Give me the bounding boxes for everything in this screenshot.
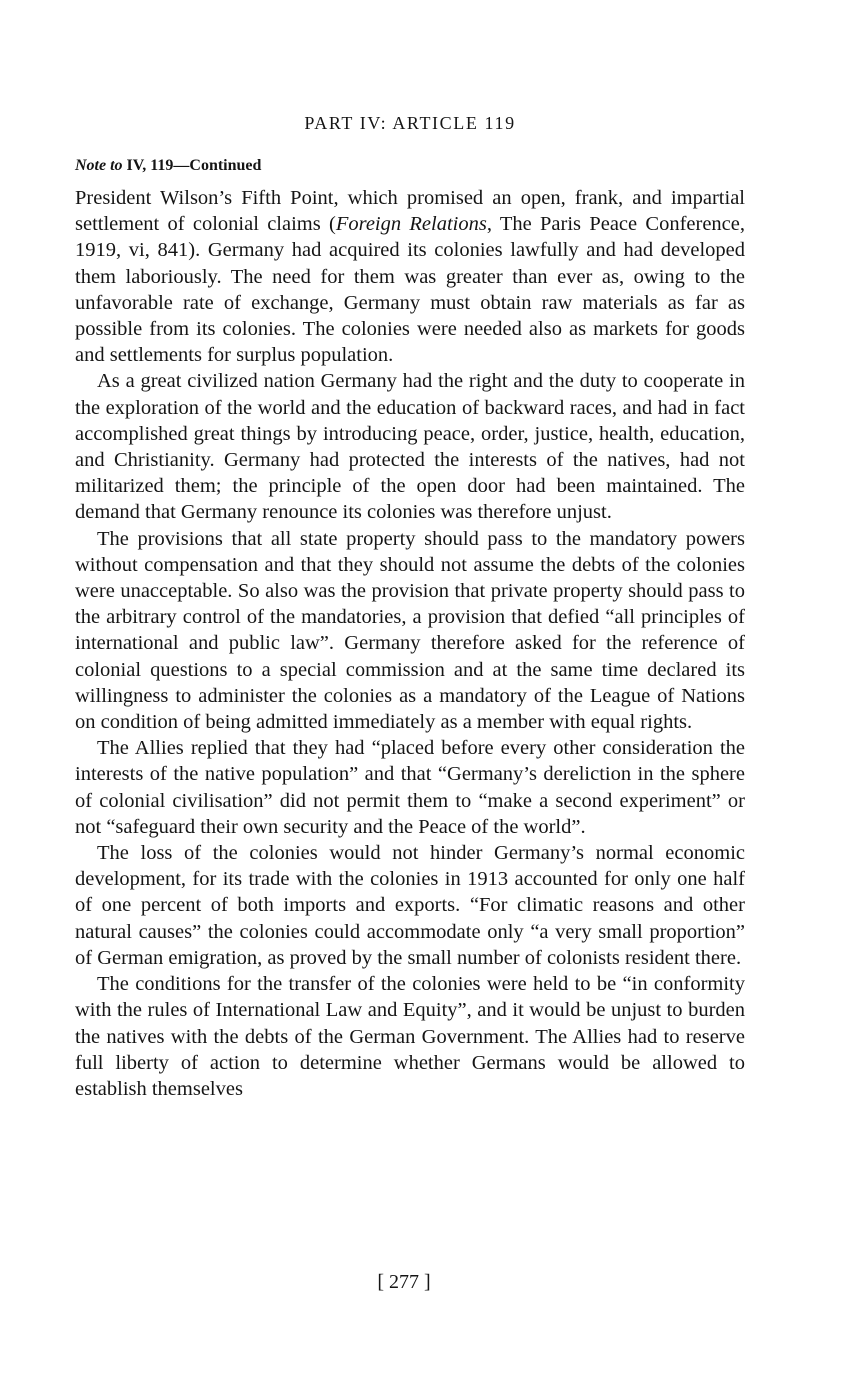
paragraph: The provisions that all state property should pass to the mandatory powers without compensation and that they should not assume the debts of the colonies were unacceptable. So also was the provision that private property should pass to the arbitrary control of the mandatories, a provision that defied “all principles of international and public law”. Germany therefore asked for the reference of colonial questions to a special commission and at the same time declared its willingness to administer the colonies as a mandatory of the League of Nations on condition of being admitted immediately as a member with equal rights. — [75, 527, 745, 734]
note-heading-reference: IV, 119—Continued — [126, 157, 262, 174]
paragraph — [75, 185, 745, 368]
page-number: [ 277 ] — [377, 1271, 431, 1293]
note-heading-label: Note to — [75, 157, 123, 174]
paragraph: As a great civilized nation Germany had the right and the duty to cooperate in the exploration of the world and the education of backward races, and had in fact accomplished great things by introducing peace, order, justice, health, education, and Christianity. Germany had protected the interests of the natives, had not militarized them; the principle of the open door had been maintained. The demand that Germany renounce its colonies was therefore unjust. — [75, 370, 745, 524]
body-text — [75, 185, 745, 1102]
note-heading — [75, 157, 261, 175]
running-head: PART IV: ARTICLE 119 — [304, 113, 516, 133]
publication-title: Foreign Relations — [335, 213, 487, 236]
paragraph: The Allies replied that they had “placed before every other consideration the interests of the native population” and that “Germany’s dereliction in the sphere of colonial civilisation” did not permit them to “make a second experiment” or not “safeguard their own security and the Peace of the world”. — [75, 737, 745, 838]
paragraph: The loss of the colonies would not hinder Germany’s normal economic development, for its trade with the colonies in 1913 accounted for only one half of one percent of both imports and exports. “For climatic reasons and other natural causes” the colonies could accommodate only “a very small proportion” of German emigration, as proved by the small number of colonists resident there. — [75, 842, 745, 969]
paragraph-text: President Wilson’s Fifth Point, which promised an open, frank, and impartial settlement of colonial claims ( — [75, 187, 745, 236]
paragraph-text: , The Paris Peace Conference, 1919, vi, 841). Germany had acquired its colonies lawfully and had developed them laboriously. The need for them was greater than ever as, owing to the unfavorable rate of exchange, Germany must obtain raw materials as far as possible from its colonies. The colonies were needed also as markets for goods and settlements for surplus population. — [75, 213, 745, 367]
paragraph: The conditions for the transfer of the colonies were held to be “in conformity with the rules of International Law and Equity”, and it would be unjust to burden the natives with the debts of the German Government. The Allies had to reserve full liberty of action to determine whether Germans would be allowed to establish themselves — [75, 973, 745, 1100]
